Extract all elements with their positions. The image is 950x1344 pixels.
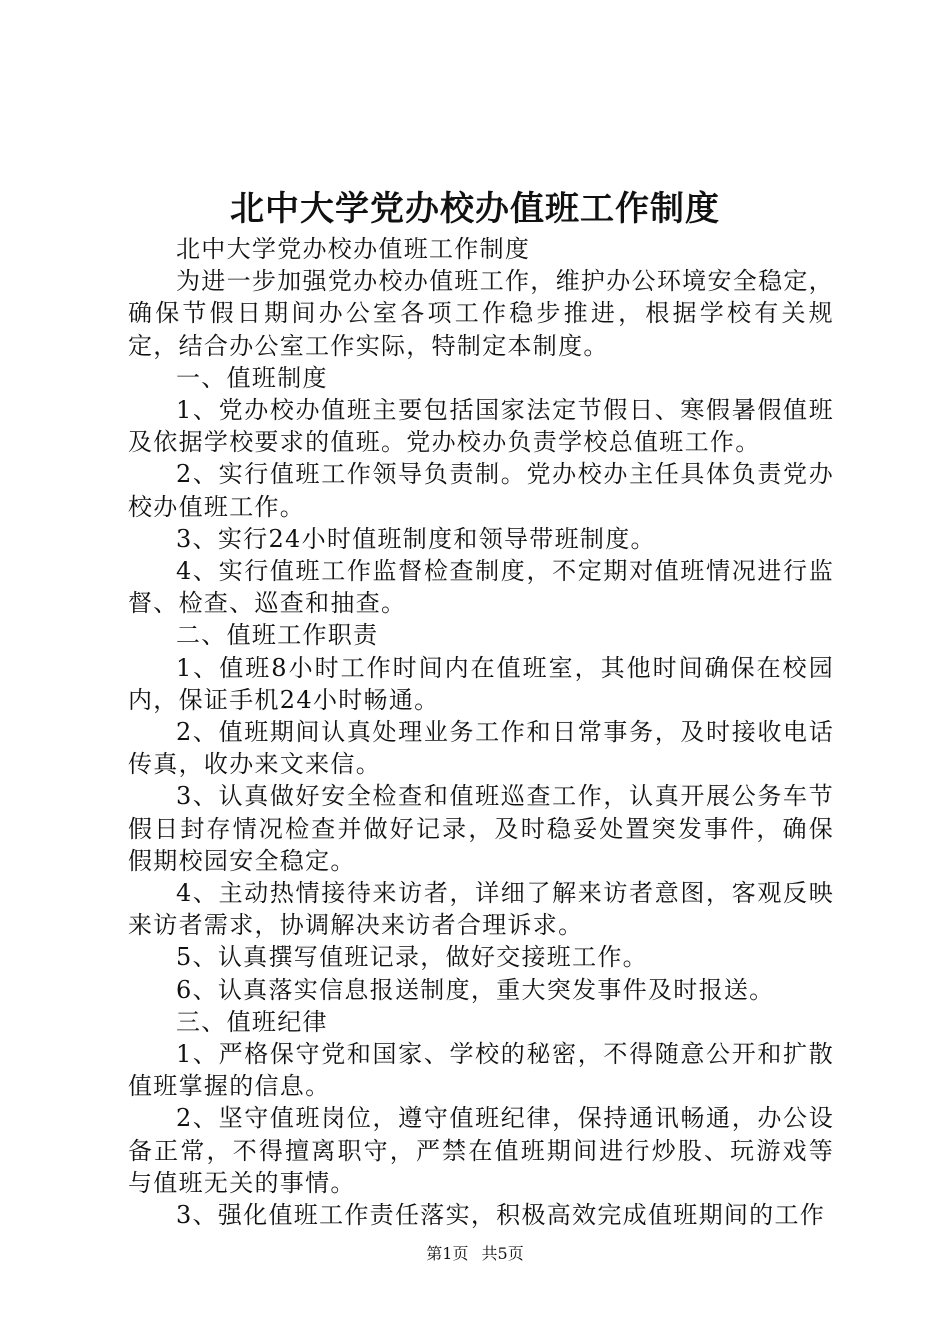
- paragraph: 为进一步加强党办校办值班工作，维护办公环境安全稳定，确保节假日期间办公室各项工作稳步推进，根据学校有关规定，结合办公室工作实际，特制定本制度。: [128, 267, 834, 360]
- paragraph: 北中大学党办校办值班工作制度: [176, 235, 531, 263]
- section-heading: 二、值班工作职责: [176, 621, 379, 650]
- document-body: [128, 233, 834, 1231]
- page-footer: [0, 1242, 950, 1266]
- page-total: 共5页: [481, 1244, 524, 1263]
- section-heading: 一、值班制度: [176, 363, 328, 392]
- section-heading: 三、值班纪律: [176, 1007, 328, 1036]
- paragraph: 1、严格保守党和国家、学校的秘密，不得随意公开和扩散值班掌握的信息。: [128, 1040, 834, 1101]
- paragraph: 1、党办校办值班主要包括国家法定节假日、寒假暑假值班及依据学校要求的值班。党办校办负责学校总值班工作。: [128, 396, 834, 457]
- paragraph: 4、主动热情接待来访者，详细了解来访者意图，客观反映来访者需求，协调解决来访者合理诉求。: [128, 879, 834, 940]
- paragraph: 3、强化值班工作责任落实，积极高效完成值班期间的工作: [176, 1201, 826, 1230]
- paragraph: 2、实行值班工作领导负责制。党办校办主任具体负责党办校办值班工作。: [128, 460, 834, 521]
- paragraph: 4、实行值班工作监督检查制度，不定期对值班情况进行监督、检查、巡查和抽查。: [128, 557, 834, 618]
- paragraph: 2、值班期间认真处理业务工作和日常事务，及时接收电话传真，收办来文来信。: [128, 718, 834, 779]
- paragraph: 3、认真做好安全检查和值班巡查工作，认真开展公务车节假日封存情况检查并做好记录，及时稳妥处置突发事件，确保假期校园安全稳定。: [128, 782, 834, 875]
- paragraph: 2、坚守值班岗位，遵守值班纪律，保持通讯畅通，办公设备正常，不得擅离职守，严禁在值班期间进行炒股、玩游戏等与值班无关的事情。: [128, 1104, 834, 1197]
- paragraph: 5、认真撰写值班记录，做好交接班工作。: [176, 943, 648, 972]
- paragraph: 6、认真落实信息报送制度，重大突发事件及时报送。: [176, 975, 775, 1004]
- paragraph: 1、值班8小时工作时间内在值班室，其他时间确保在校园内，保证手机24小时畅通。: [128, 653, 834, 714]
- page-number: 第1页: [426, 1244, 469, 1263]
- document-title: 北中大学党办校办值班工作制度: [230, 189, 720, 229]
- paragraph: 3、实行24小时值班制度和领导带班制度。: [176, 524, 656, 553]
